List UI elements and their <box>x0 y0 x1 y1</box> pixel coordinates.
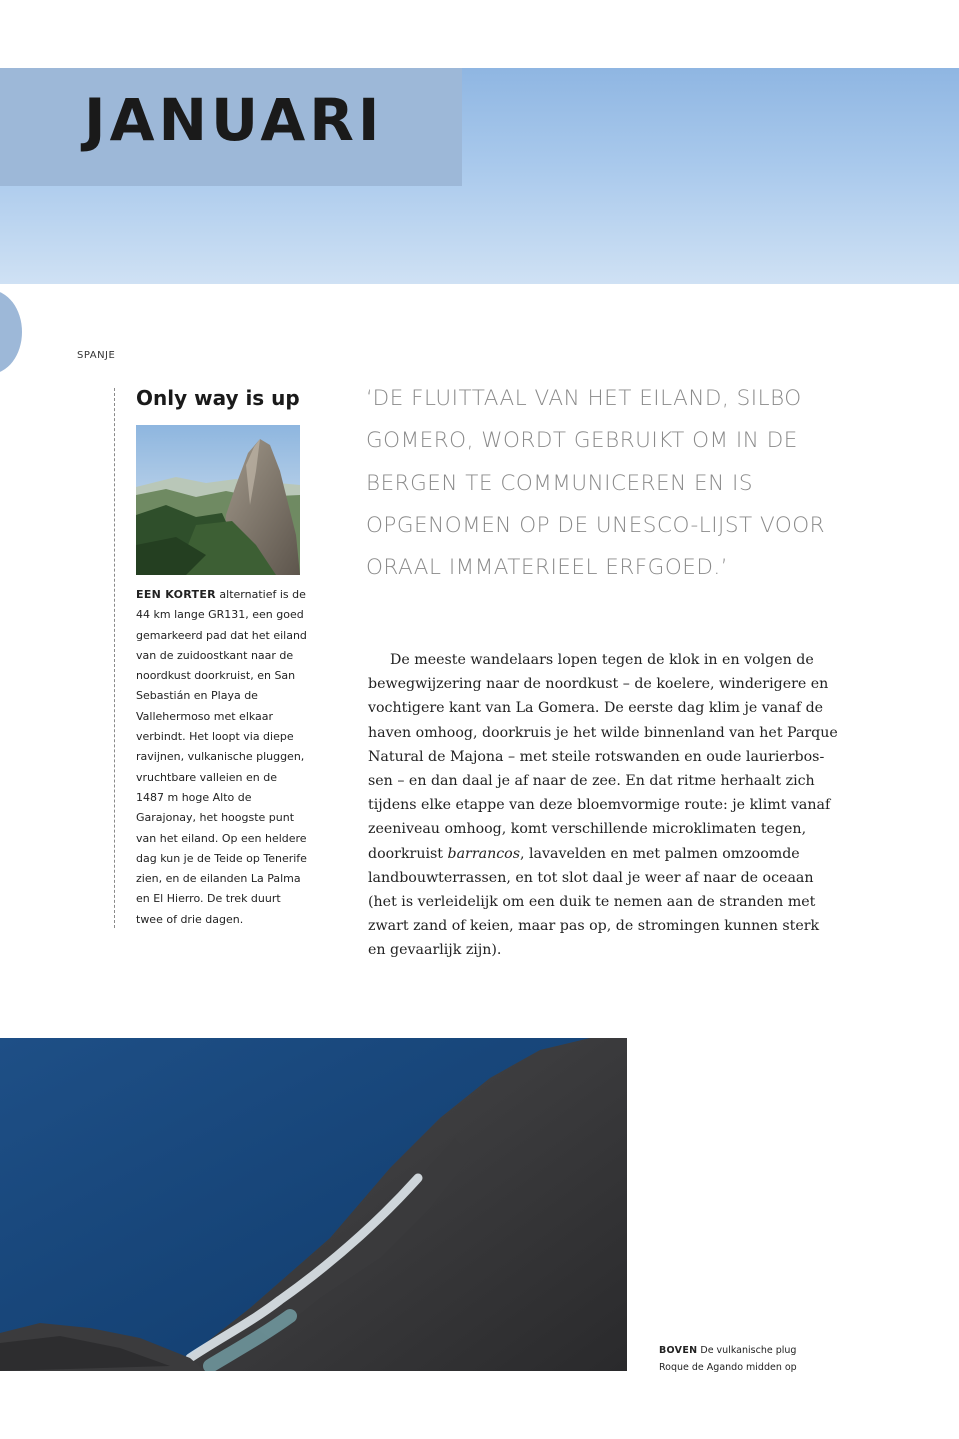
sidebar-lead-in: EEN KORTER <box>136 588 216 601</box>
sidebar-dashed-rule <box>114 388 115 928</box>
caption-text: De vulkanische plug Roque de Agando midden op <box>659 1345 797 1372</box>
section-label: SPANJE <box>77 350 116 361</box>
sidebar-text <box>136 585 308 930</box>
body-text-italic: barrancos <box>447 845 520 862</box>
sidebar-body: alternatief is de 44 km lange GR131, een goed gemarkeerd pad dat het eiland van de zuidoostkant naar de noordkust doorkruist, en San Sebastián en Playa de Vallehermoso met elkaar verbindt. Het loopt via diepe ravijnen, vulkanische pluggen, vruchtbare valleien en de 1487 m hoge Alto de Garajonay, het hoogste punt van het eiland. Op een heldere dag kun je de Teide op Tenerife zien, en de eilanden La Palma en El Hierro. De trek duurt twee of drie dagen. <box>136 588 307 926</box>
sidebar-heading: Only way is up <box>136 386 300 410</box>
coast-photo <box>0 1038 627 1371</box>
section-tab-marker <box>0 290 22 374</box>
caption-lead-in: BOVEN <box>659 1345 698 1356</box>
mountain-photo <box>136 425 300 575</box>
month-title: JANUARI <box>84 86 384 154</box>
body-text <box>368 648 838 963</box>
body-text-part2: , lavavelden en met palmen omzoomde landbouwterrassen, en tot slot daal je weer af naar de oceaan (het is verleidelijk om een duik te nemen aan de stranden met zwart zand of keien, maar pas op, de stromingen kunnen sterk en gevaarlijk zijn). <box>368 845 820 959</box>
body-text-part1: De meeste wandelaars lopen tegen de klok in en volgen de bewegwijzering naar de noordkust – de koelere, winderigere en vochtigere kant van La Gomera. De eerste dag klim je vanaf de haven omhoog, doorkruis je het wilde binnenland van het Parque Natural de Majona – met steile rotswanden en oude laurierbossen – en dan daal je af naar de zee. En dat ritme herhaalt zich tijdens elke etappe van deze bloemvormige route: je klimt vanaf zeeniveau omhoog, komt verschillende microklimaten tegen, doorkruist <box>368 652 838 862</box>
pull-quote: ‘DE FLUITTAAL VAN HET EILAND, SILBO GOMERO, WORDT GEBRUIKT OM IN DE BERGEN TE COMMUNICEREN EN IS OPGENOMEN OP DE UNESCO-LIJST VOOR ORAAL IMMATERIEEL ERFGOED.’ <box>366 386 826 581</box>
photo-caption <box>659 1342 819 1372</box>
